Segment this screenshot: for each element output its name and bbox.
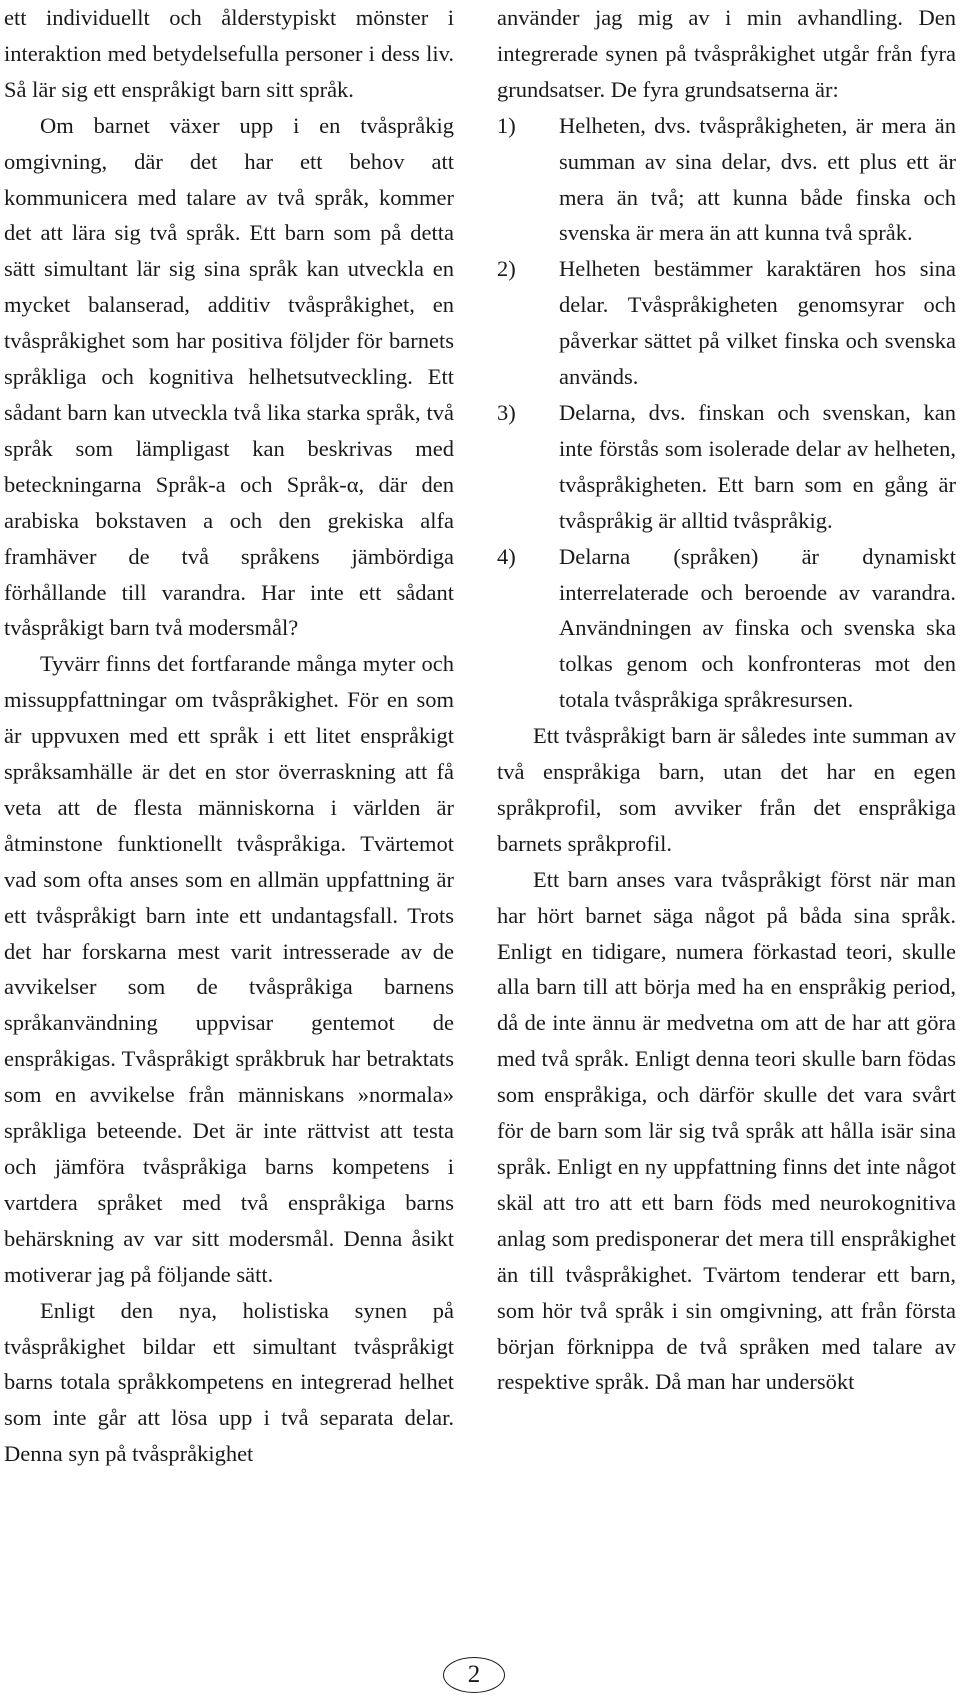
list-item	[497, 539, 956, 719]
left-column	[4, 0, 454, 1472]
list-number: 1)	[497, 112, 516, 138]
paragraph: Ett barn anses vara tvåspråkigt först när man har hört barnet säga något på båda sina språk. Enligt en tidigare, numera förkastad teori, skulle alla barn till att börja med ha en enspråkig period, då de inte ännu är medvetna om att de har att göra med två språk. Enligt denna teori skulle barn födas som enspråkiga, och därför skulle det vara svårt för de barn som lär sig två språk att hålla isär sina språk. Enligt en ny uppfattning finns det inte något skäl att tro att ett barn föds med neurokognitiva anlag som predisponerar det mera till enspråkighet än till tvåspråkighet. Tvärtom tenderar ett barn, som hör två språk i sin omgivning, att från första början förknippa de två språken med talare av respektive språk. Då man har undersökt	[497, 866, 956, 1395]
list-item-text: Helheten, dvs. tvåspråkigheten, är mera än summan av sina delar, dvs. ett plus ett är mera än två; att kunna både finska och svenska är mera än att kunna två språk.	[559, 112, 956, 246]
page-number: 2	[443, 1657, 505, 1693]
list-item-text: Delarna, dvs. finskan och svenskan, kan inte förstås som isolerade delar av helheten, tvåspråkigheten. Ett barn som en gång är tvåspråkig är alltid tvåspråkig.	[559, 399, 956, 533]
paragraph: ett individuellt och ålderstypiskt mönster i interaktion med betydelsefulla personer i dess liv. Så lär sig ett enspråkigt barn sitt språk.	[4, 5, 454, 102]
paragraph: använder jag mig av i min avhandling. Den integrerade synen på tvåspråkighet utgår från fyra grundsatser. De fyra grundsatserna är:	[497, 5, 956, 102]
list-item-text: Helheten bestämmer karaktären hos sina delar. Tvåspråkigheten genomsyrar och påverkar sättet på vilket finska och svenska används.	[559, 256, 956, 390]
paragraph: Om barnet växer upp i en tvåspråkig omgivning, där det har ett behov att kommunicera med talare av två språk, kommer det att lära sig två språk. Ett barn som på detta sätt simultant lär sig sina språk kan utveckla en mycket balanserad, additiv tvåspråkighet, en tvåspråkighet som har positiva följder för barnets språkliga och kognitiva helhetsutveckling. Ett sådant barn kan utveckla två lika starka språk, två språk som lämpligast kan beskrivas med beteckningarna Språk-a och Språk-α, där den arabiska bokstaven a och den grekiska alfa framhäver de två språkens jämbördiga förhållande till varandra. Har inte ett sådant tvåspråkigt barn två modersmål?	[4, 112, 454, 641]
list-item	[497, 395, 956, 539]
principles-list	[497, 108, 956, 718]
paragraph: Enligt den nya, holistiska synen på tvåspråkighet bildar ett simultant tvåspråkigt barns totala språkkompetens en integrerad helhet som inte går att lösa upp i två separata delar. Denna syn på tvåspråkighet	[4, 1297, 454, 1467]
paragraph: Tyvärr finns det fortfarande många myter och missuppfattningar om tvåspråkighet. För en som är uppvuxen med ett språk i ett litet enspråkigt språksamhälle är det en stor överraskning att få veta att de flesta människorna i världen är åtminstone funktionellt tvåspråkiga. Tvärtemot vad som ofta anses som en allmän uppfattning är ett tvåspråkigt barn inte ett undantagsfall. Trots det har forskarna mest varit intresserade av de avvikelser som de tvåspråkiga barnens språkanvändning uppvisar gentemot de enspråkigas. Tvåspråkigt språkbruk har betraktats som en avvikelse från människans »normala» språkliga beteende. Det är inte rättvist att testa och jämföra tvåspråkiga barns kompetens i vartdera språket med två enspråkiga barns behärskning av var sitt modersmål. Denna åsikt motiverar jag på följande sätt.	[4, 651, 454, 1287]
list-item	[497, 251, 956, 395]
paragraph: Ett tvåspråkigt barn är således inte summan av två enspråkiga barn, utan det har en egen språkprofil, som avviker från det enspråkiga barnets språkprofil.	[497, 723, 956, 856]
right-column	[497, 0, 956, 1400]
list-number: 2)	[497, 256, 516, 282]
list-item-text: Delarna (språken) är dynamiskt interrelaterade och beroende av varandra. Användningen av finska och svenska ska tolkas genom och konfronteras mot den totala tvåspråkiga språkresursen.	[559, 543, 956, 713]
list-number: 3)	[497, 399, 516, 425]
list-item	[497, 108, 956, 252]
list-number: 4)	[497, 543, 516, 569]
